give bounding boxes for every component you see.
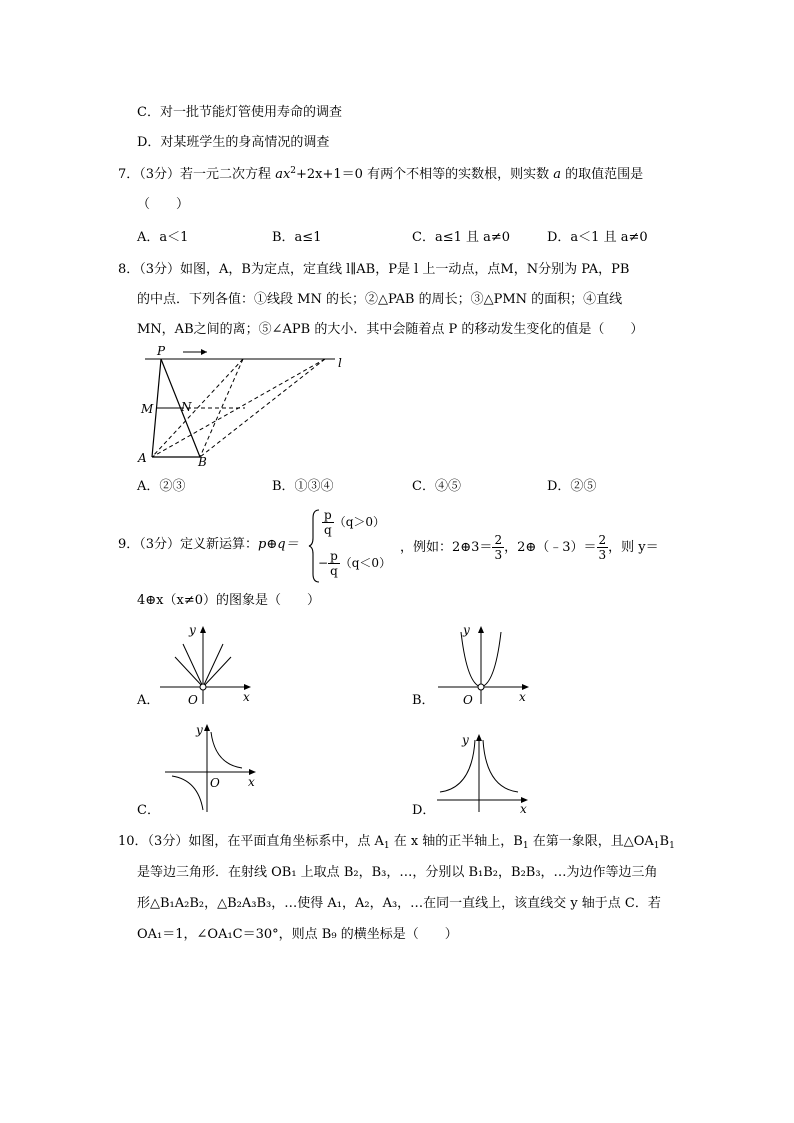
q10-line4: OA₁＝1，∠OA₁C＝30°，则点 B₉ 的横坐标是（ ）	[137, 927, 458, 942]
q9-b-y: y	[463, 623, 470, 637]
q9-c-y: y	[196, 723, 203, 737]
q9-a-y: y	[189, 623, 196, 637]
q9-ex1-num: 2	[494, 533, 503, 547]
q7-eq-exp: 2	[290, 166, 297, 176]
q10-sub1: 1	[383, 841, 390, 851]
q9-case1-den: q	[324, 523, 332, 537]
q7-stem	[118, 166, 643, 184]
q10-line1-d: B	[659, 834, 670, 849]
q9-graph-a	[155, 624, 265, 709]
q8-label-p: P	[157, 344, 166, 358]
q8-label-a: A	[138, 451, 147, 465]
q8-line3: MN，AB之间的离；⑤∠APB 的大小．其中会随着点 P 的移动发生变化的值是（ ）	[137, 322, 644, 337]
q9-option-d: D．	[412, 803, 436, 818]
q9-graph-c	[160, 720, 270, 815]
q9-d-y: y	[462, 733, 469, 747]
q7-option-c: C．a≤1 且 a≠0	[412, 230, 511, 245]
q7-paren: （ ）	[137, 197, 190, 212]
q8-label-b: B	[198, 455, 207, 469]
q10-line3: 形△B₁A₂B₂，△B₂A₃B₃，…使得 A₁，A₂，A₃，…在同一直线上，该直线交 y 轴于点 C．若	[137, 896, 661, 911]
q6-option-c: C．对一批节能灯管使用寿命的调查	[137, 105, 342, 120]
q9-a-x: x	[243, 690, 250, 704]
q9-option-a: A．	[137, 693, 160, 708]
q9-op: p⊕q＝	[258, 537, 299, 552]
q8-label-m: M	[141, 402, 154, 416]
q8-option-a: A．②③	[137, 479, 186, 494]
q9-ex-end: ，则 y＝	[608, 540, 659, 555]
q9-ex-mid: ，2⊕（﹣3）＝	[504, 540, 597, 555]
q8-figure	[135, 344, 375, 469]
q8-option-d: D．②⑤	[547, 479, 597, 494]
q9-case1-cond: （q＞0）	[333, 515, 386, 529]
q9-case1-num: p	[324, 508, 332, 522]
q9-option-c: C．	[137, 803, 160, 818]
q9-ex1-den: 3	[494, 548, 503, 562]
q10-sub2: 1	[522, 841, 529, 851]
q10-line2: 是等边三角形．在射线 OB₁ 上取点 B₂，B₃，…，分别以 B₁B₂，B₂B₃，…为边作等边三角	[137, 865, 658, 880]
q7-eq-a: ax	[275, 167, 291, 182]
q9-option-b: B．	[412, 693, 435, 708]
q9-c-o: O	[210, 776, 220, 790]
q10-sub3: 1	[653, 841, 660, 851]
q9-example	[400, 533, 659, 562]
q9-d-x: x	[520, 802, 527, 816]
q7-text-end: 的取值范围是	[560, 167, 644, 182]
q9-b-x: x	[519, 690, 526, 704]
q10-line1	[118, 833, 675, 851]
q9-b-o: O	[463, 693, 473, 707]
q7-option-d: D．a＜1 且 a≠0	[547, 230, 648, 245]
q7-option-b: B．a≤1	[272, 230, 322, 245]
q9-line2: 4⊕x（x≠0）的图象是（ ）	[137, 593, 320, 608]
q10-line1-c: 在第一象限，且△OA	[528, 834, 654, 849]
q7-var: a	[553, 167, 561, 182]
q9-case2-cond: （q＜0）	[339, 556, 392, 570]
q10-line1-b: 在 x 轴的正半轴上，B	[389, 834, 523, 849]
q9-c-x: x	[248, 775, 255, 789]
q9-ex2-den: 3	[598, 548, 607, 562]
q9-a-o: O	[188, 693, 198, 707]
q8-label-l: l	[338, 356, 342, 370]
q8-label-n: N	[181, 400, 192, 414]
q9-case2-sign: −	[318, 556, 329, 570]
q7-text: 有两个不相等的实数根，则实数	[362, 167, 554, 182]
q9-case1	[322, 508, 385, 537]
q7-eq-rest: +2x+1＝0	[296, 167, 363, 182]
q8-line2: 的中点．下列各值：①线段 MN 的长；②△PAB 的周长；③△PMN 的面积；④直线	[137, 292, 623, 307]
q8-option-c: C．④⑤	[412, 479, 461, 494]
q8-option-b: B．①③④	[272, 479, 334, 494]
q7-option-a: A．a＜1	[137, 230, 189, 245]
q9-ex2-num: 2	[598, 533, 607, 547]
q8-line1: 8．（3分）如图，A，B为定点，定直线 l∥AB，P是 l 上一动点，点M，N分别为 PA，PB	[118, 262, 630, 277]
q10-line1-a: 10．（3分）如图，在平面直角坐标系中，点 A	[118, 834, 384, 849]
q9-example-text: ，例如：2⊕3＝	[400, 540, 493, 555]
q9-case2	[318, 549, 391, 578]
q9-prefix-text: 9．（3分）定义新运算：	[118, 537, 259, 552]
q7-number: 7．（3分）若一元二次方程	[118, 167, 276, 182]
q9-graph-d	[432, 730, 542, 815]
q9-case2-den: q	[330, 564, 338, 578]
q9-prefix	[118, 536, 299, 554]
q6-option-d: D．对某班学生的身高情况的调查	[137, 135, 330, 150]
q9-case2-num: p	[330, 549, 338, 563]
q10-sub4: 1	[669, 841, 675, 851]
q9-graph-b	[433, 624, 543, 709]
